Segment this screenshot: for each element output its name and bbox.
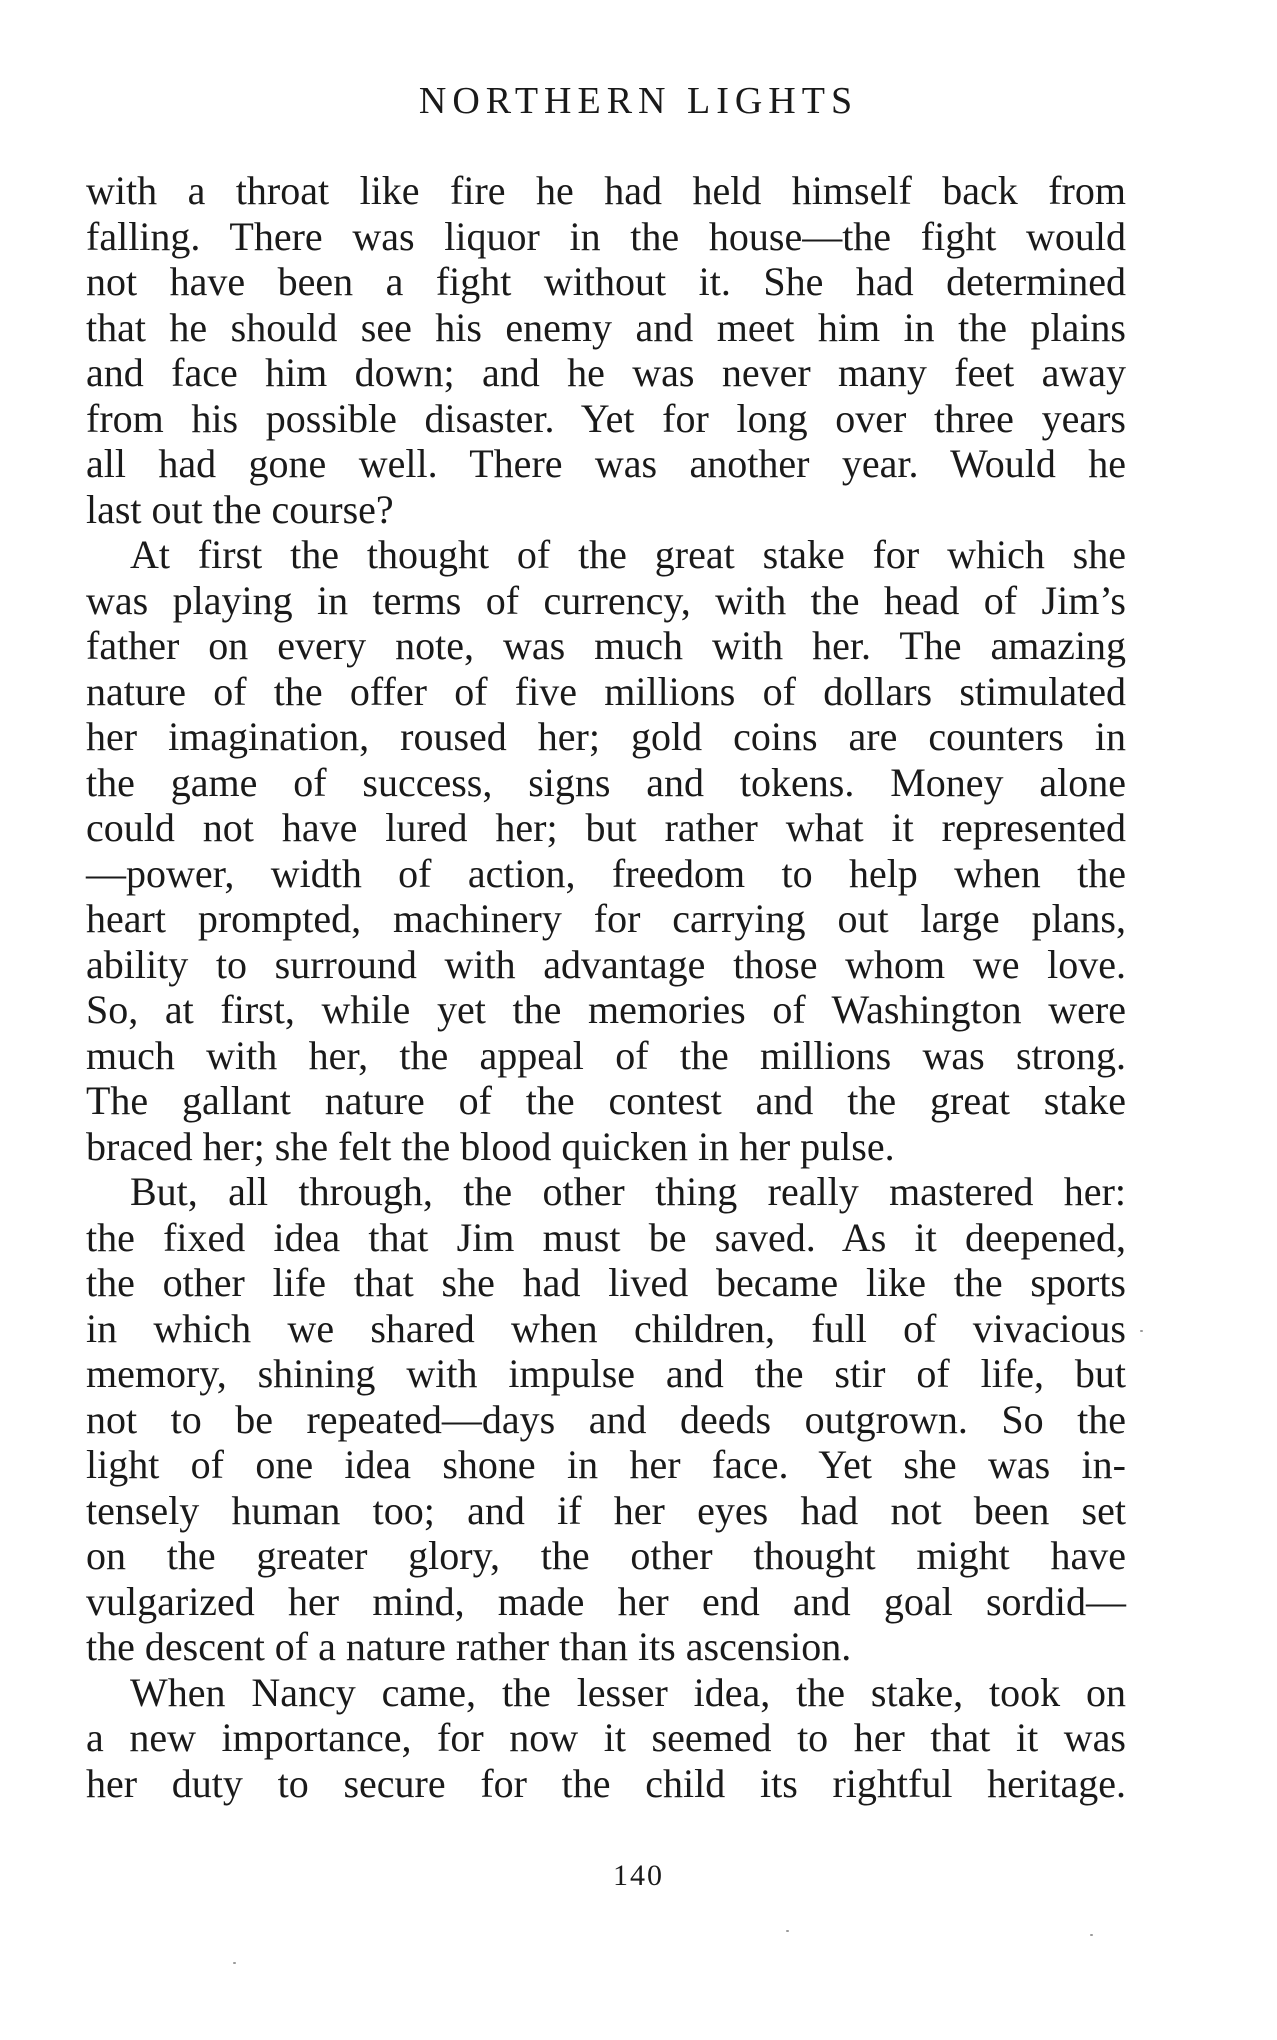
text-line: light of one idea shone in her face. Yet she was in- — [86, 1442, 1126, 1487]
paragraph — [86, 168, 1126, 532]
running-head: NORTHERN LIGHTS — [418, 80, 859, 122]
text-line: When Nancy came, the lesser idea, the stake, took on — [130, 1669, 1126, 1715]
paragraph — [86, 1670, 1126, 1807]
text-line: was playing in terms of currency, with the head of Jim’s — [86, 577, 1126, 623]
body-text — [86, 168, 1126, 1806]
paragraph — [86, 1169, 1126, 1670]
text-line: tensely human too; and if her eyes had not been set — [86, 1487, 1126, 1533]
text-line: nature of the offer of five millions of dollars stimulated — [86, 668, 1126, 714]
text-line: memory, shining with impulse and the stir of life, but — [86, 1351, 1126, 1396]
text-line: the descent of a nature rather than its ascension. — [86, 1624, 852, 1669]
text-line: vulgarized her mind, made her end and goal sordid— — [86, 1578, 1126, 1624]
text-line: last out the course? — [86, 486, 394, 532]
text-line: father on every note, was much with her. The amazing — [86, 623, 1126, 668]
text-line: not to be repeated—days and deeds outgrown. So the — [86, 1396, 1126, 1442]
text-line: braced her; she felt the blood quicken in her pulse. — [86, 1123, 895, 1169]
text-line: on the greater glory, the other thought might have — [86, 1533, 1126, 1578]
text-line: But, all through, the other thing really mastered her: — [130, 1169, 1126, 1214]
text-line: the fixed idea that Jim must be saved. As it deepened, — [86, 1214, 1126, 1260]
scan-speck — [1090, 1934, 1093, 1936]
text-line: the other life that she had lived became like the sports — [86, 1260, 1126, 1305]
text-line: in which we shared when children, full of vivacious — [86, 1305, 1126, 1351]
text-line: much with her, the appeal of the millions was strong. — [86, 1032, 1126, 1078]
text-line: ability to surround with advantage those whom we love. — [86, 941, 1126, 987]
text-line: At first the thought of the great stake for which she — [130, 532, 1126, 577]
text-line: all had gone well. There was another year. Would he — [86, 441, 1126, 486]
scan-speck — [786, 1930, 789, 1932]
text-line: could not have lured her; but rather what it represented — [86, 805, 1126, 850]
text-line: with a throat like fire he had held himself back from — [86, 168, 1126, 213]
text-line: from his possible disaster. Yet for long over three years — [86, 395, 1126, 441]
text-line: heart prompted, machinery for carrying out large plans, — [86, 896, 1126, 941]
page-number: 140 — [613, 1859, 664, 1892]
text-line: falling. There was liquor in the house—the fight would — [86, 213, 1126, 259]
text-line: the game of success, signs and tokens. Money alone — [86, 759, 1126, 805]
text-line: that he should see his enemy and meet him in the plains — [86, 304, 1126, 350]
text-line: a new importance, for now it seemed to her that it was — [86, 1715, 1126, 1760]
text-line: her duty to secure for the child its rightful heritage. — [86, 1760, 1126, 1806]
text-line: not have been a fight without it. She had determined — [86, 259, 1126, 304]
scan-speck — [1140, 1330, 1143, 1332]
paragraph — [86, 532, 1126, 1169]
text-line: So, at first, while yet the memories of Washington were — [86, 987, 1126, 1032]
text-line: and face him down; and he was never many feet away — [86, 350, 1126, 395]
scan-speck — [233, 1962, 236, 1964]
text-line: her imagination, roused her; gold coins are counters in — [86, 714, 1126, 759]
text-line: The gallant nature of the contest and the great stake — [86, 1078, 1126, 1123]
text-line: —power, width of action, freedom to help when the — [86, 850, 1126, 896]
